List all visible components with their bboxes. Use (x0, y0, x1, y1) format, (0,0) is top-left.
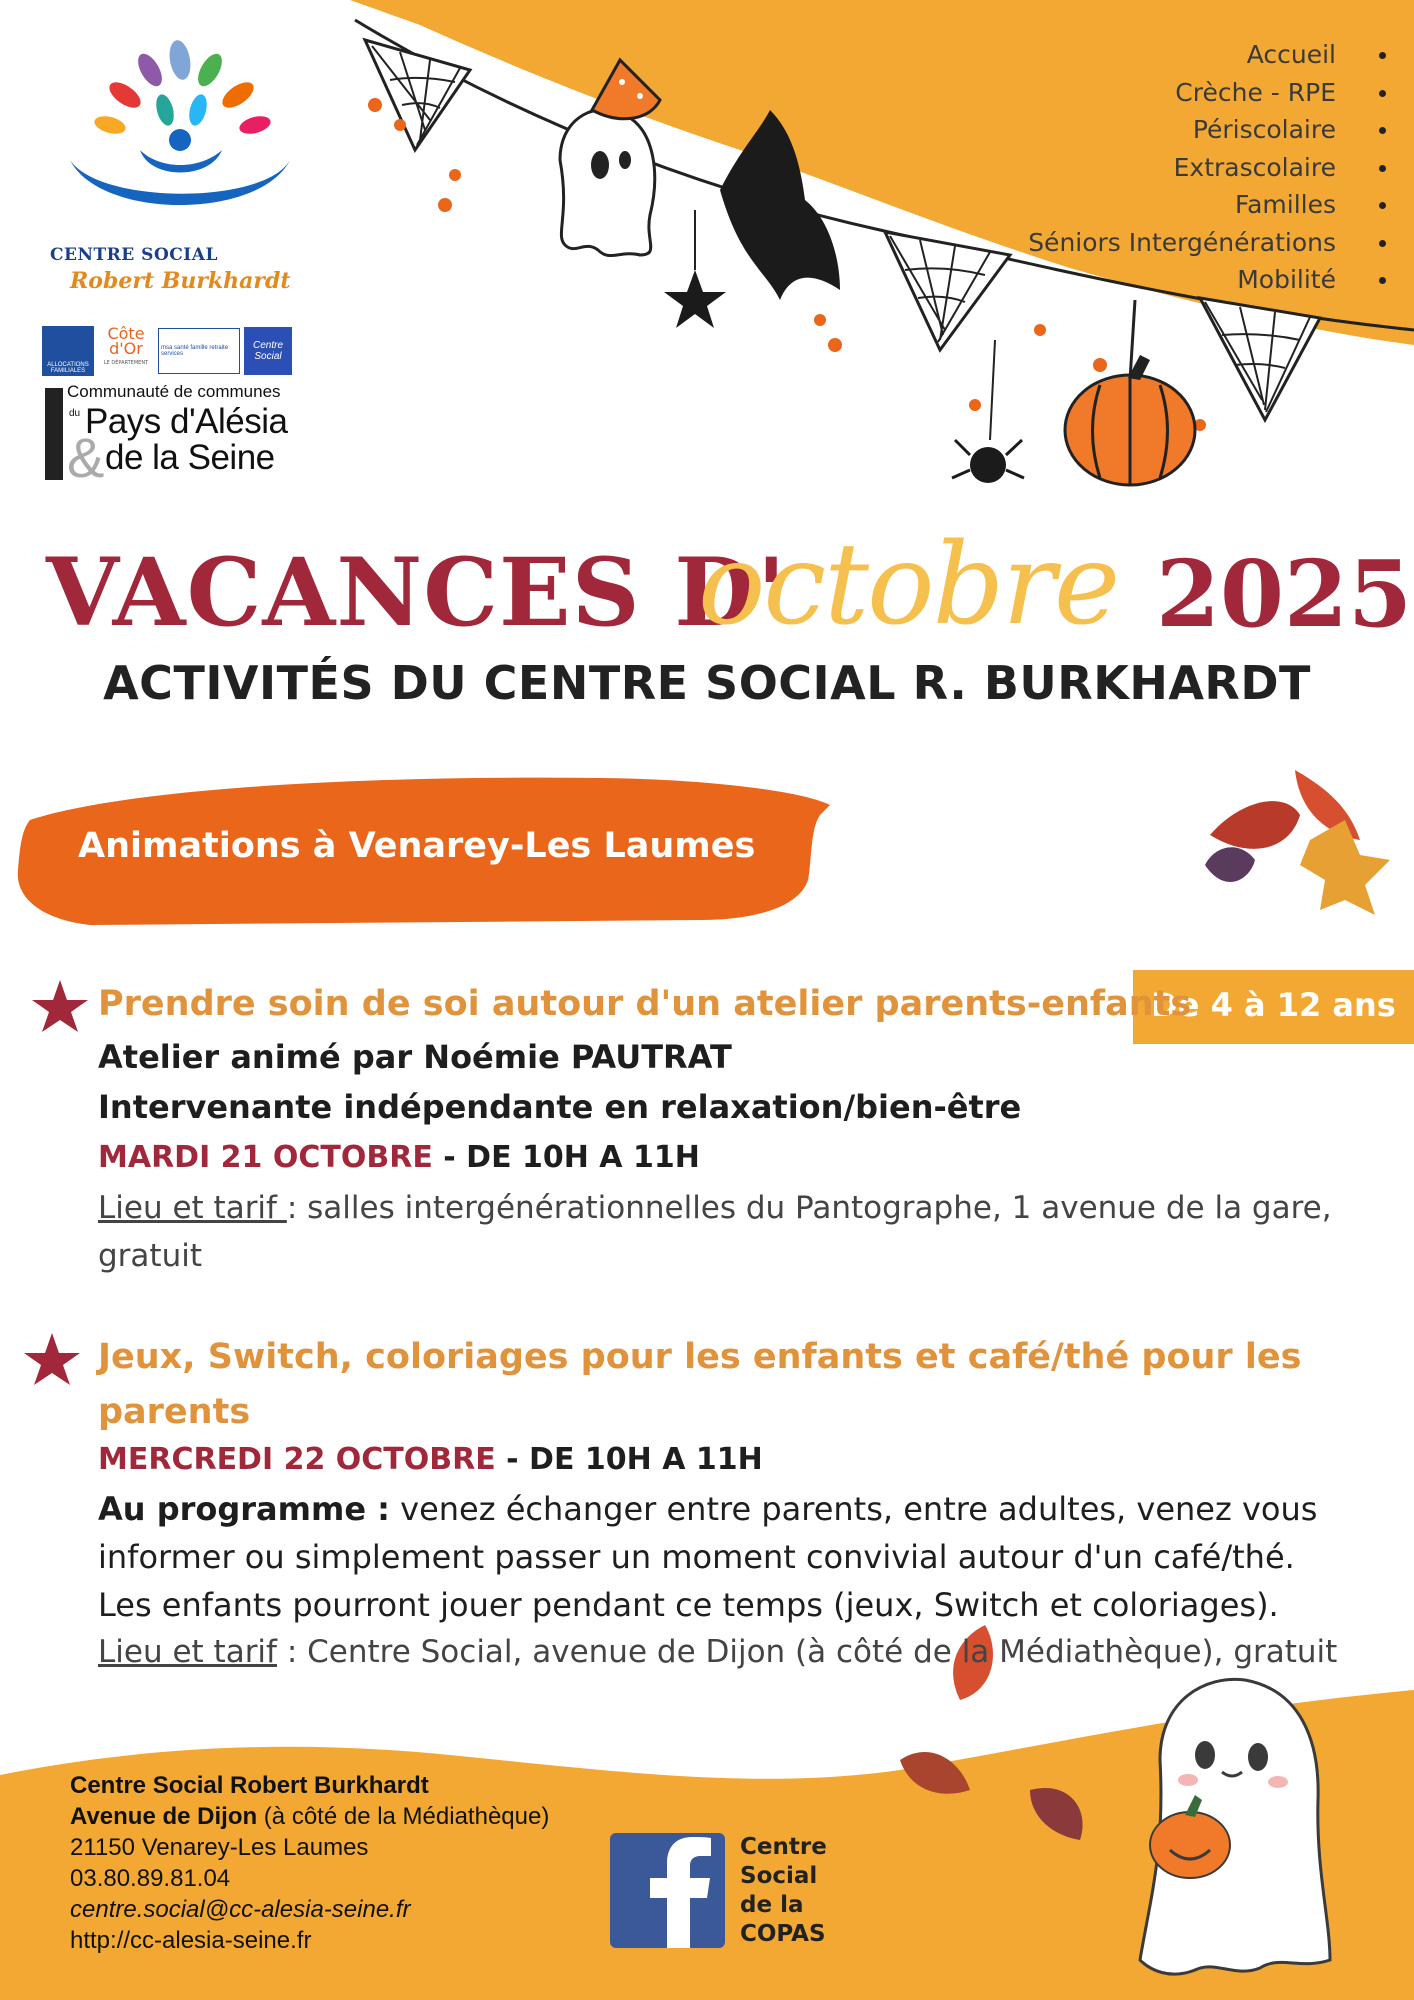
activity1-time: - DE 10H A 11H (432, 1140, 700, 1175)
bullet-icon (1379, 52, 1386, 59)
activity1-line2: Intervenante indépendante en relaxation/bien-être (98, 1088, 1022, 1126)
menu-item-mobilite[interactable]: Mobilité (1028, 261, 1336, 299)
activity2-place (98, 1634, 1337, 1670)
activity2-time: - DE 10H A 11H (495, 1442, 763, 1477)
communaute-line1: Communauté de communes (67, 382, 281, 401)
activity2-place-text: : Centre Social, avenue de Dijon (à côté de la Médiathèque), gratuit (276, 1634, 1338, 1670)
logo-name-line1: CENTRE SOCIAL (50, 245, 218, 265)
bullet-icon (1379, 240, 1386, 247)
communaute-line3: de la Seine (105, 438, 275, 477)
top-menu (1028, 36, 1336, 299)
page-subtitle: ACTIVITÉS DU CENTRE SOCIAL R. BURKHARDT (103, 656, 1311, 710)
communaute-du: du (69, 408, 81, 419)
activity2-place-label: Lieu et tarif (98, 1634, 277, 1670)
menu-item-familles[interactable]: Familles (1028, 186, 1336, 224)
activity2-date: MERCREDI 22 OCTOBRE (98, 1442, 496, 1477)
footer-contact (70, 1770, 549, 1956)
caf-logo: ALLOCATIONS FAMILIALES (42, 326, 94, 376)
footer-org: Centre Social Robert Burkhardt (70, 1772, 429, 1799)
title-vacances: VACANCES D' (46, 538, 787, 648)
menu-item-extrascolaire[interactable]: Extrascolaire (1028, 149, 1336, 187)
bullet-icon (1379, 202, 1386, 209)
communaute-line2: Pays d'Alésia (85, 402, 288, 441)
tree-icon (50, 30, 320, 230)
activity2-prog-text1: venez échanger entre parents, entre adultes, venez vous (389, 1490, 1318, 1528)
activity1-place-text: : salles intergénérationnelles du Pantographe, 1 avenue de la gare, (286, 1190, 1332, 1226)
ghost-garland (560, 109, 655, 255)
partner-logos (42, 325, 317, 377)
activity1-place (98, 1190, 1332, 1226)
bullet-icon (1379, 277, 1386, 284)
footer-website[interactable]: http://cc-alesia-seine.fr (70, 1927, 312, 1954)
title-year: 2025 (1156, 540, 1413, 648)
bullet-icon (1379, 90, 1386, 97)
age-badge: De 4 à 12 ans (1133, 970, 1414, 1044)
facebook-label[interactable]: Centre Social de la COPAS (740, 1834, 827, 1947)
communaute-logo (45, 380, 325, 489)
activity2-title-line2: parents (98, 1392, 251, 1432)
menu-item-seniors[interactable]: Séniors Intergénérations (1028, 224, 1336, 262)
autumn-leaves-top (1205, 770, 1390, 915)
menu-item-creche[interactable]: Crèche - RPE (1028, 74, 1336, 112)
activity1-line1: Atelier animé par Noémie PAUTRAT (98, 1038, 732, 1076)
msa-logo: msa santé famille retraite services (158, 328, 240, 374)
star-icon-2 (24, 1333, 80, 1385)
activity2-prog-1 (98, 1490, 1317, 1528)
activity1-datetime (98, 1140, 700, 1175)
communaute-monument-icon (45, 388, 63, 480)
title-octobre: octobre (698, 520, 1119, 650)
activity2-prog-2: informer ou simplement passer un moment convivial autour d'un café/thé. (98, 1538, 1295, 1576)
footer-phone[interactable]: 03.80.89.81.04 (70, 1865, 231, 1892)
footer-street: Avenue de Dijon (à côté de la Médiathèque) (70, 1803, 550, 1830)
activity2-datetime (98, 1442, 763, 1477)
bullet-icon (1379, 165, 1386, 172)
activity1-place-text2: gratuit (98, 1238, 202, 1274)
activity2-title-line1: Jeux, Switch, coloriages pour les enfants et café/thé pour les (98, 1337, 1302, 1377)
section-label: Animations à Venarey-Les Laumes (78, 826, 756, 866)
logo-name-line2: Robert Burkhardt (70, 268, 291, 294)
centre-social-logo (50, 30, 320, 310)
menu-item-periscolaire[interactable]: Périscolaire (1028, 111, 1336, 149)
star-icon-1 (32, 980, 88, 1032)
footer-email[interactable]: centre.social@cc-alesia-seine.fr (70, 1896, 411, 1923)
bullet-icon (1379, 127, 1386, 134)
activity2-prog-3: Les enfants pourront jouer pendant ce temps (jeux, Switch et coloriages). (98, 1586, 1279, 1624)
activity1-date: MARDI 21 OCTOBRE (98, 1140, 433, 1175)
activity1-place-label: Lieu et tarif (98, 1190, 287, 1226)
spider (970, 447, 1006, 483)
cote-dor-logo: Côte d'Or LE DÉPARTEMENT (103, 324, 149, 366)
menu-item-accueil[interactable]: Accueil (1028, 36, 1336, 74)
footer-city: 21150 Venarey-Les Laumes (70, 1834, 369, 1861)
activity1-title: Prendre soin de soi autour d'un atelier parents-enfants (98, 984, 1192, 1024)
centre-social-badge: Centre Social (244, 327, 292, 375)
activity2-prog-label: Au programme : (98, 1490, 390, 1528)
ampersand-icon: & (67, 426, 105, 489)
